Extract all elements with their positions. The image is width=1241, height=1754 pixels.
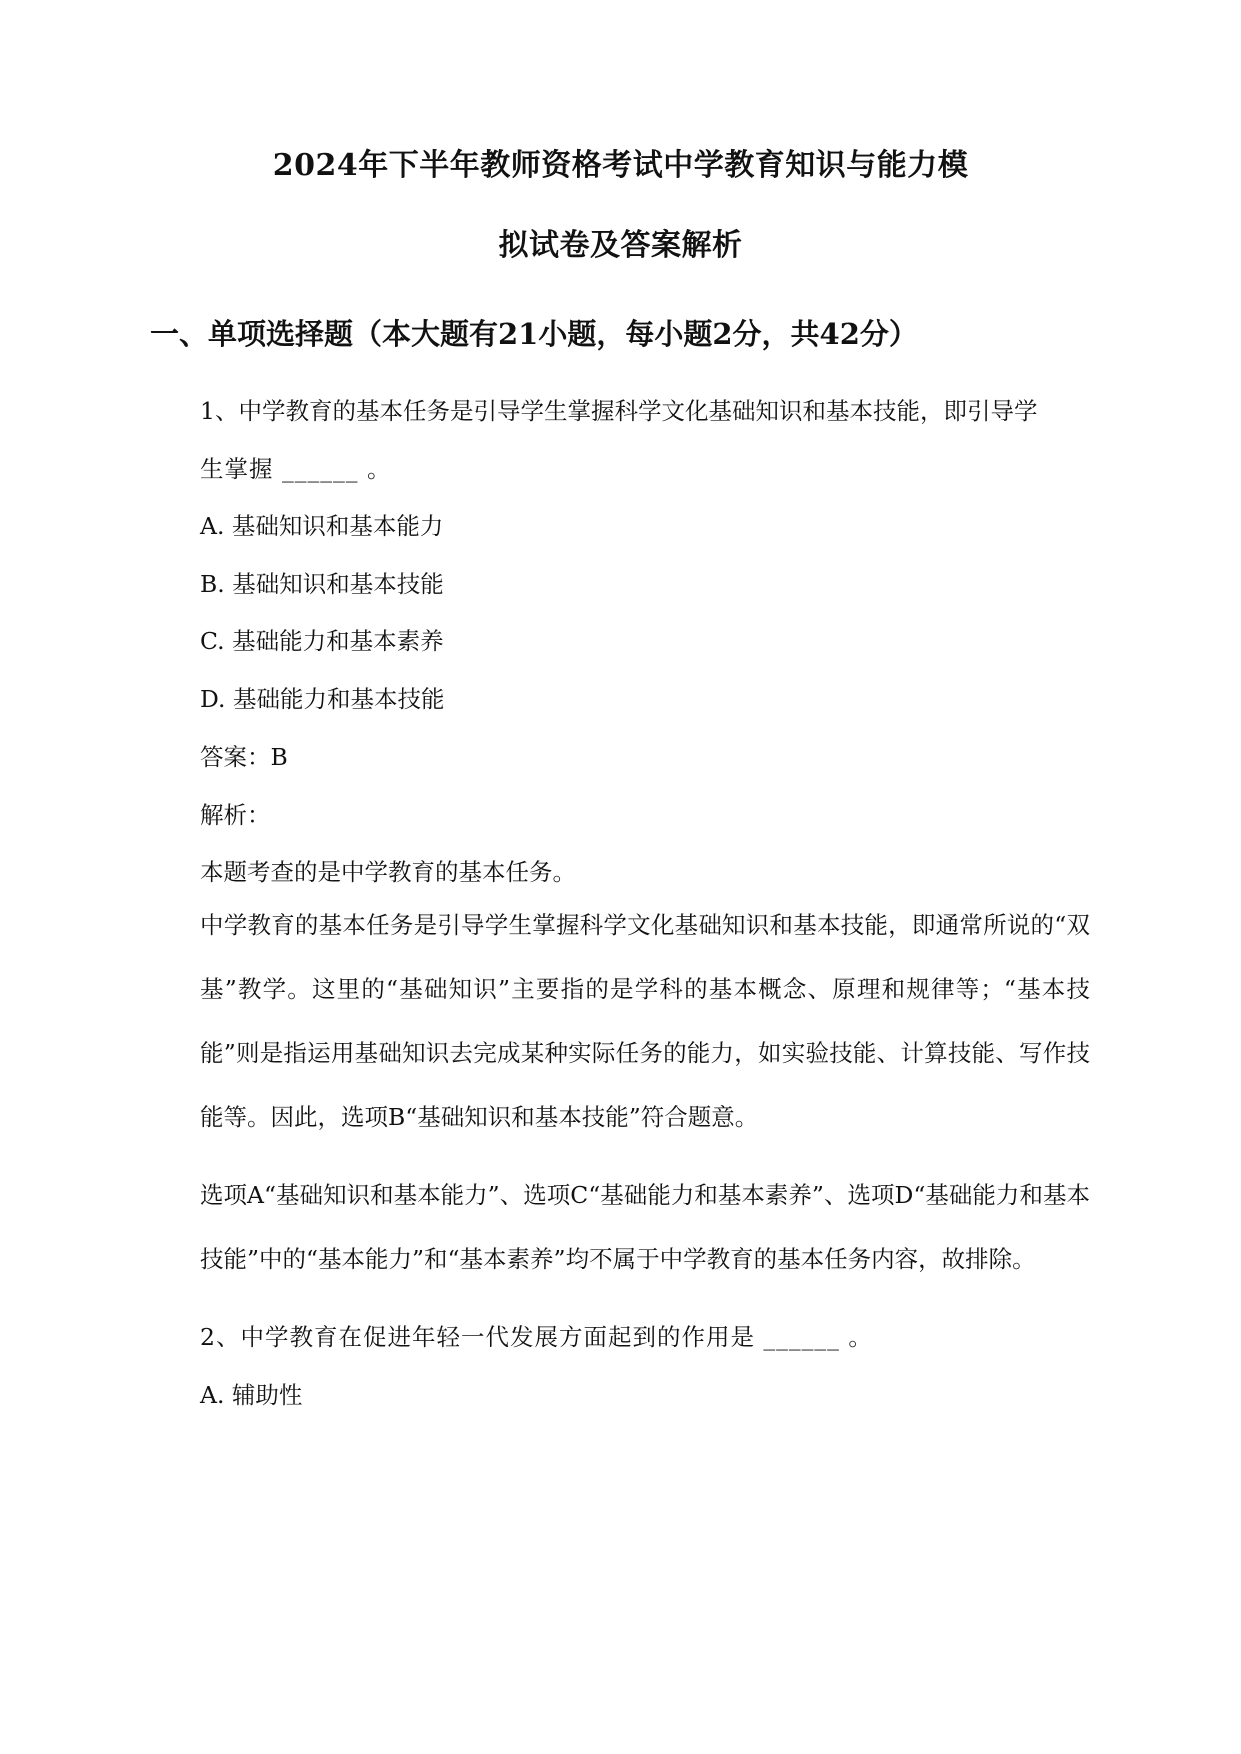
question-1-option-b: B. 基础知识和基本技能	[200, 570, 444, 598]
question-1-stem-line2: 生掌握 ______ 。	[200, 455, 392, 483]
document-title-line1: 2024年下半年教师资格考试中学教育知识与能力模	[272, 148, 969, 183]
question-2-stem: 2、中学教育在促进年轻一代发展方面起到的作用是 ______ 。	[200, 1323, 873, 1351]
question-1-analysis-paragraph-2: 选项A“基础知识和基本能力”、选项C“基础能力和基本素养”、选项D“基础能力和基本技能”中的“基本能力”和“基本素养”均不属于中学教育的基本任务内容，故排除。	[200, 1181, 1090, 1273]
question-1-stem-line1: 1、中学教育的基本任务是引导学生掌握科学文化基础知识和基本技能，即引导学	[200, 397, 1038, 425]
question-1-answer: 答案：B	[200, 743, 288, 771]
question-1-option-a: A. 基础知识和基本能力	[200, 512, 444, 540]
question-2-option-a: A. 辅助性	[200, 1381, 303, 1409]
question-1-option-c: C. 基础能力和基本素养	[200, 627, 444, 655]
document-title-line2: 拟试卷及答案解析	[498, 228, 743, 263]
section-heading: 一、单项选择题（本大题有21小题，每小题2分，共42分）	[150, 317, 918, 351]
question-1-analysis-label: 解析：	[200, 801, 271, 829]
question-1-analysis-intro: 本题考查的是中学教育的基本任务。	[200, 858, 576, 886]
question-1-analysis-paragraph-1: 中学教育的基本任务是引导学生掌握科学文化基础知识和基本技能，即通常所说的“双基”教学。这里的“基础知识”主要指的是学科的基本概念、原理和规律等；“基本技能”则是指运用基础知识去完成某种实际任务的能力，如实验技能、计算技能、写作技能等。因此，选项B“基础知识和基本技能”符合题意。	[200, 911, 1090, 1131]
question-1-option-d: D. 基础能力和基本技能	[200, 685, 445, 713]
